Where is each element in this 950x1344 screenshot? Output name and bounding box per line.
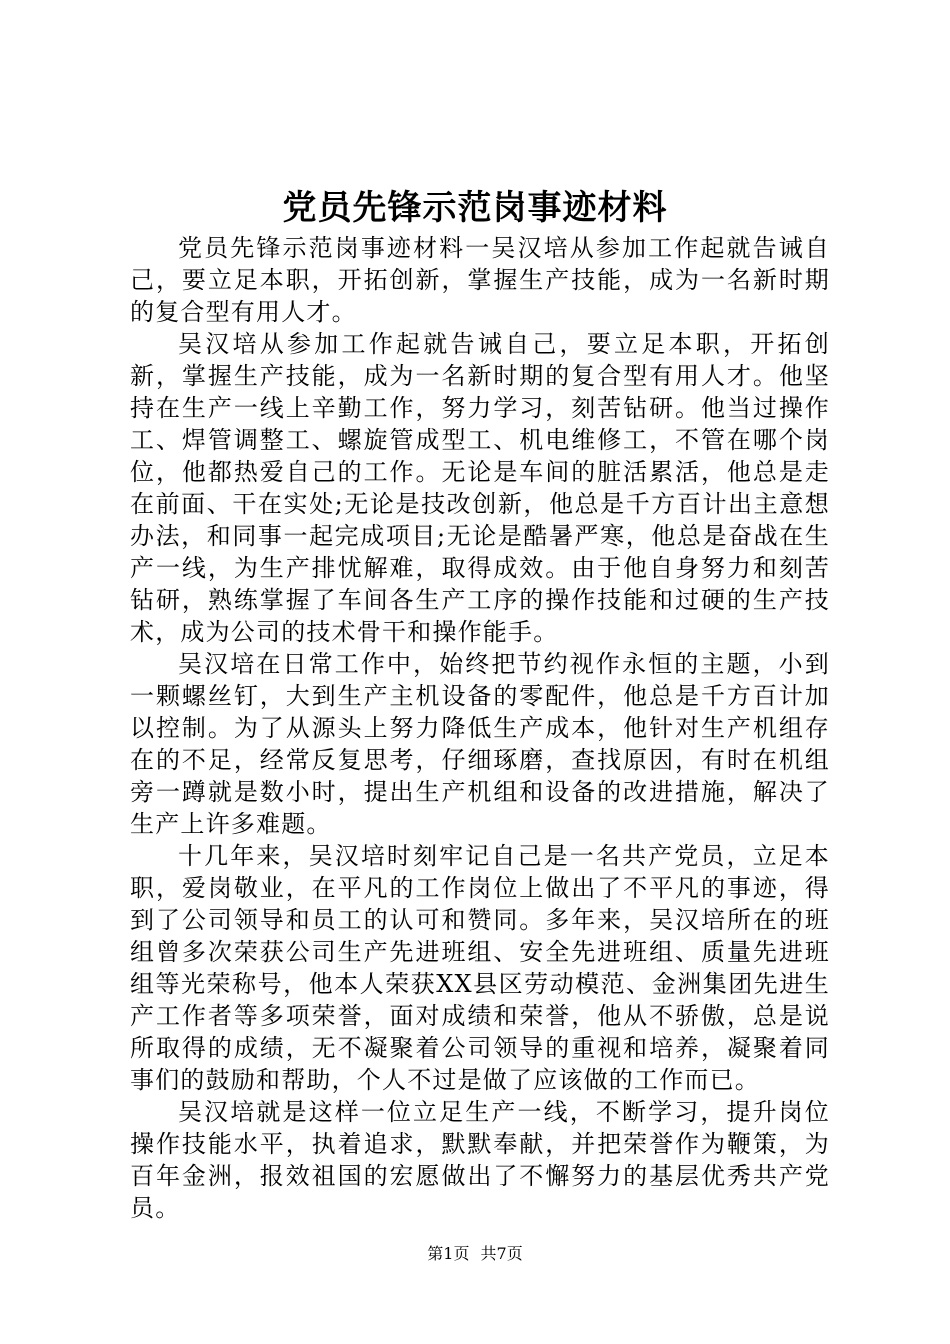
- page-number-current: 第1页: [427, 1244, 470, 1263]
- page-footer: [0, 1243, 950, 1265]
- document-body: [130, 232, 830, 1224]
- paragraph-5: 吴汉培就是这样一位立足生产一线，不断学习，提升岗位操作技能水平，执着追求，默默奉献，并把荣誉作为鞭策，为百年金洲，报效祖国的宏愿做出了不懈努力的基层优秀共产党员。: [130, 1098, 830, 1222]
- paragraph-2: 吴汉培从参加工作起就告诫自己，要立足本职，开拓创新，掌握生产技能，成为一名新时期的复合型有用人才。他坚持在生产一线上辛勤工作，努力学习，刻苦钻研。他当过操作工、焊管调整工、螺旋管成型工、机电维修工，不管在哪个岗位，他都热爱自己的工作。无论是车间的脏活累活，他总是走在前面、干在实处;无论是技改创新，他总是千方百计出主意想办法，和同事一起完成项目;无论是酷暑严寒，他总是奋战在生产一线，为生产排忧解难，取得成效。由于他自身努力和刻苦钻研，熟练掌握了车间各生产工序的操作技能和过硬的生产技术，成为公司的技术骨干和操作能手。: [130, 330, 830, 646]
- paragraph-4: 十几年来，吴汉培时刻牢记自己是一名共产党员，立足本职，爱岗敬业，在平凡的工作岗位上做出了不平凡的事迹，得到了公司领导和员工的认可和赞同。多年来，吴汉培所在的班组曾多次荣获公司生产先进班组、安全先进班组、质量先进班组等光荣称号，他本人荣获XX县区劳动模范、金洲集团先进生产工作者等多项荣誉，面对成绩和荣誉，他从不骄傲，总是说所取得的成绩，无不凝聚着公司领导的重视和培养，凝聚着同事们的鼓励和帮助，个人不过是做了应该做的工作而已。: [130, 842, 830, 1094]
- document-title: 党员先锋示范岗事迹材料: [282, 188, 668, 228]
- paragraph-3: 吴汉培在日常工作中，始终把节约视作永恒的主题，小到一颗螺丝钉，大到生产主机设备的零配件，他总是千方百计加以控制。为了从源头上努力降低生产成本，他针对生产机组存在的不足，经常反复思考，仔细琢磨，查找原因，有时在机组旁一蹲就是数小时，提出生产机组和设备的改进措施，解决了生产上许多难题。: [130, 650, 830, 838]
- page-number-total: 共7页: [480, 1244, 523, 1263]
- paragraph-1: 党员先锋示范岗事迹材料一吴汉培从参加工作起就告诫自己，要立足本职，开拓创新，掌握生产技能，成为一名新时期的复合型有用人才。: [130, 234, 830, 326]
